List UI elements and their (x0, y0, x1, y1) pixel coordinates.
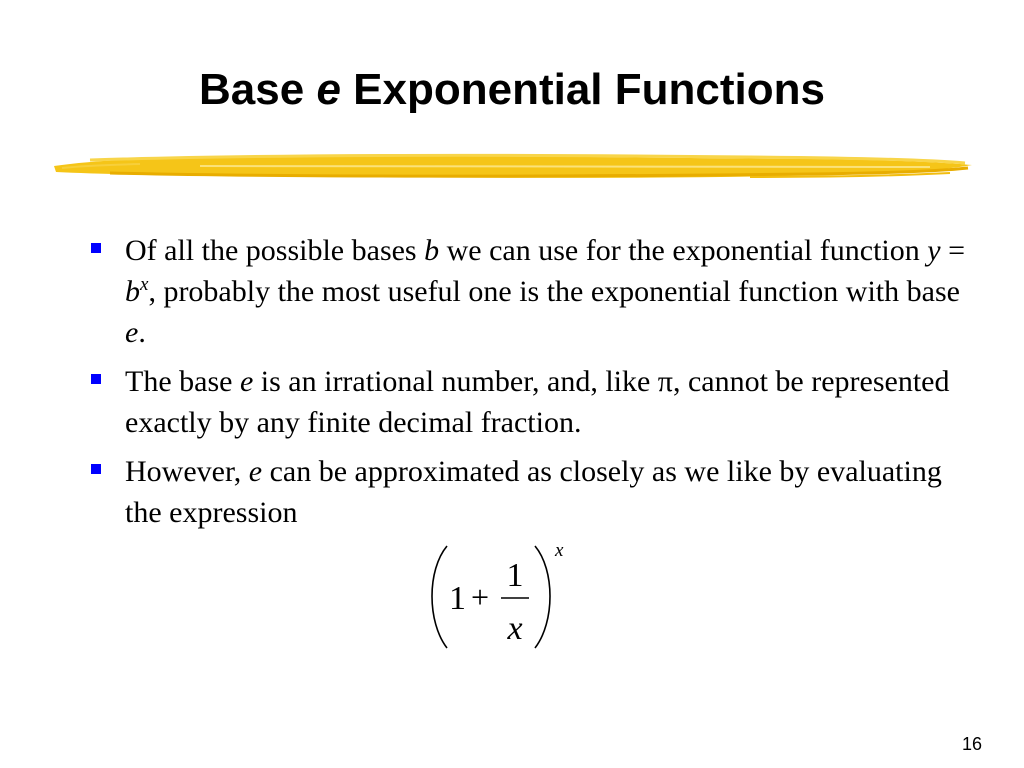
variable-e: e (248, 455, 263, 488)
slide-title (0, 62, 1024, 118)
formula-one: 1 (449, 580, 466, 617)
square-bullet-icon (91, 243, 101, 253)
variable-b: b (125, 275, 140, 308)
bullet-item (88, 230, 968, 353)
slide-number: 16 (961, 734, 982, 754)
formula-numerator: 1 (506, 557, 524, 594)
title-variable: e (316, 65, 341, 114)
period: . (138, 316, 146, 349)
bullet-item (88, 361, 968, 443)
bullet-text: is an irrational number, and, like π, cannot be represented exactly by any finite decimal fraction. (125, 365, 950, 439)
title-prefix: Base (199, 65, 317, 114)
right-parenthesis (535, 546, 550, 648)
variable-e: e (239, 365, 254, 398)
variable-y: y (927, 234, 941, 267)
square-bullet-icon (91, 464, 101, 474)
variable-b: b (424, 234, 440, 267)
bullet-text: can be approximated as closely as we like by evaluating the expression (125, 455, 942, 529)
formula-denominator: x (507, 610, 523, 647)
square-bullet-icon (91, 374, 101, 384)
formula-exponent: x (555, 540, 564, 561)
variable-e: e (125, 316, 139, 349)
bullet-text: Of all the possible bases (125, 234, 425, 267)
limit-expression-formula (425, 538, 575, 654)
brush-stroke-divider (50, 146, 975, 188)
bullet-item (88, 451, 968, 533)
bullet-text: we can use for the exponential function (439, 234, 928, 267)
equals-sign: = (940, 234, 966, 267)
exponent-x: x (140, 274, 149, 295)
bullet-text: , probably the most useful one is the exponential function with base (148, 275, 960, 308)
formula-plus: + (471, 579, 490, 615)
left-parenthesis (432, 546, 447, 648)
title-suffix: Exponential Functions (340, 65, 825, 114)
bullet-text: However, (125, 455, 249, 488)
bullet-list (88, 230, 968, 541)
bullet-text: The base (125, 365, 240, 398)
